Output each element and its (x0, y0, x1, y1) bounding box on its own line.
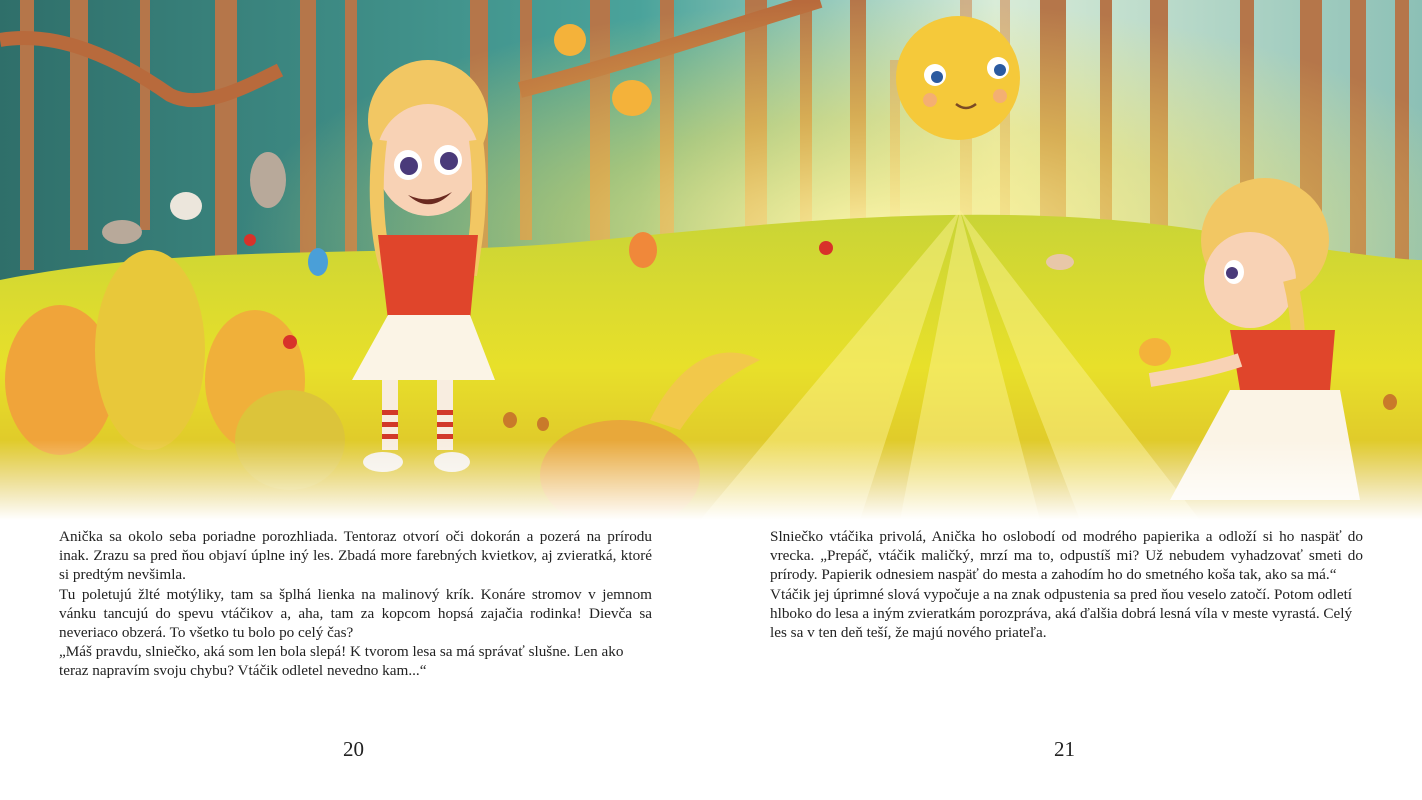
left-paragraph-3: „Máš pravdu, slniečko, aká som len bola slepá! K tvorom lesa sa má správať slušne. Len ako teraz napravím svoju chybu? Vtáčik odletel nevedno kam...“ (59, 643, 624, 680)
left-paragraph-1: Anička sa okolo seba poriadne porozhliada. Tentoraz otvorí oči dokorán a pozerá na prírodu inak. Zrazu sa pred ňou objaví úplne iný les. Zbadá more farebných kvietkov, aj zvieratká, ktoré si predtým nevšimla. (59, 528, 652, 584)
left-paragraph-2: Tu poletujú žlté motýliky, tam sa šplhá lienka na malinový krík. Konáre stromov v jemnom vánku tancujú do spevu vtáčikov a, aha, tam za kopcom hopsá zajačia rodinka! Dievča sa neveriaco obzerá. To všetko tu bolo po celý čas? (59, 585, 652, 642)
page-number-left: 20 (343, 737, 364, 761)
page-number-right: 21 (1054, 737, 1075, 761)
left-page-text (59, 527, 652, 681)
right-paragraph-1: Slniečko vtáčika privolá, Anička ho oslobodí od modrého papierika a odloží si ho naspäť do vrecka. „Prepáč, vtáčik maličký, mrzí ma to, odpustíš mi? Už nebudem vyhadzovať smeti do prírody. Papierik odnesiem naspäť do mesta a zahodím ho do smetného koša tak, ako sa má.“ (770, 528, 1363, 584)
right-page-text (770, 527, 1363, 642)
right-paragraph-2: Vtáčik jej úprimné slová vypočuje a na znak odpustenia sa pred ňou veselo zatočí. Potom odletí hlboko do lesa a iným zvieratkám porozpráva, aká ďalšia dobrá lesná víla v meste vyrastá. Celý les sa v ten deň teší, že majú nového priateľa. (770, 585, 1353, 642)
